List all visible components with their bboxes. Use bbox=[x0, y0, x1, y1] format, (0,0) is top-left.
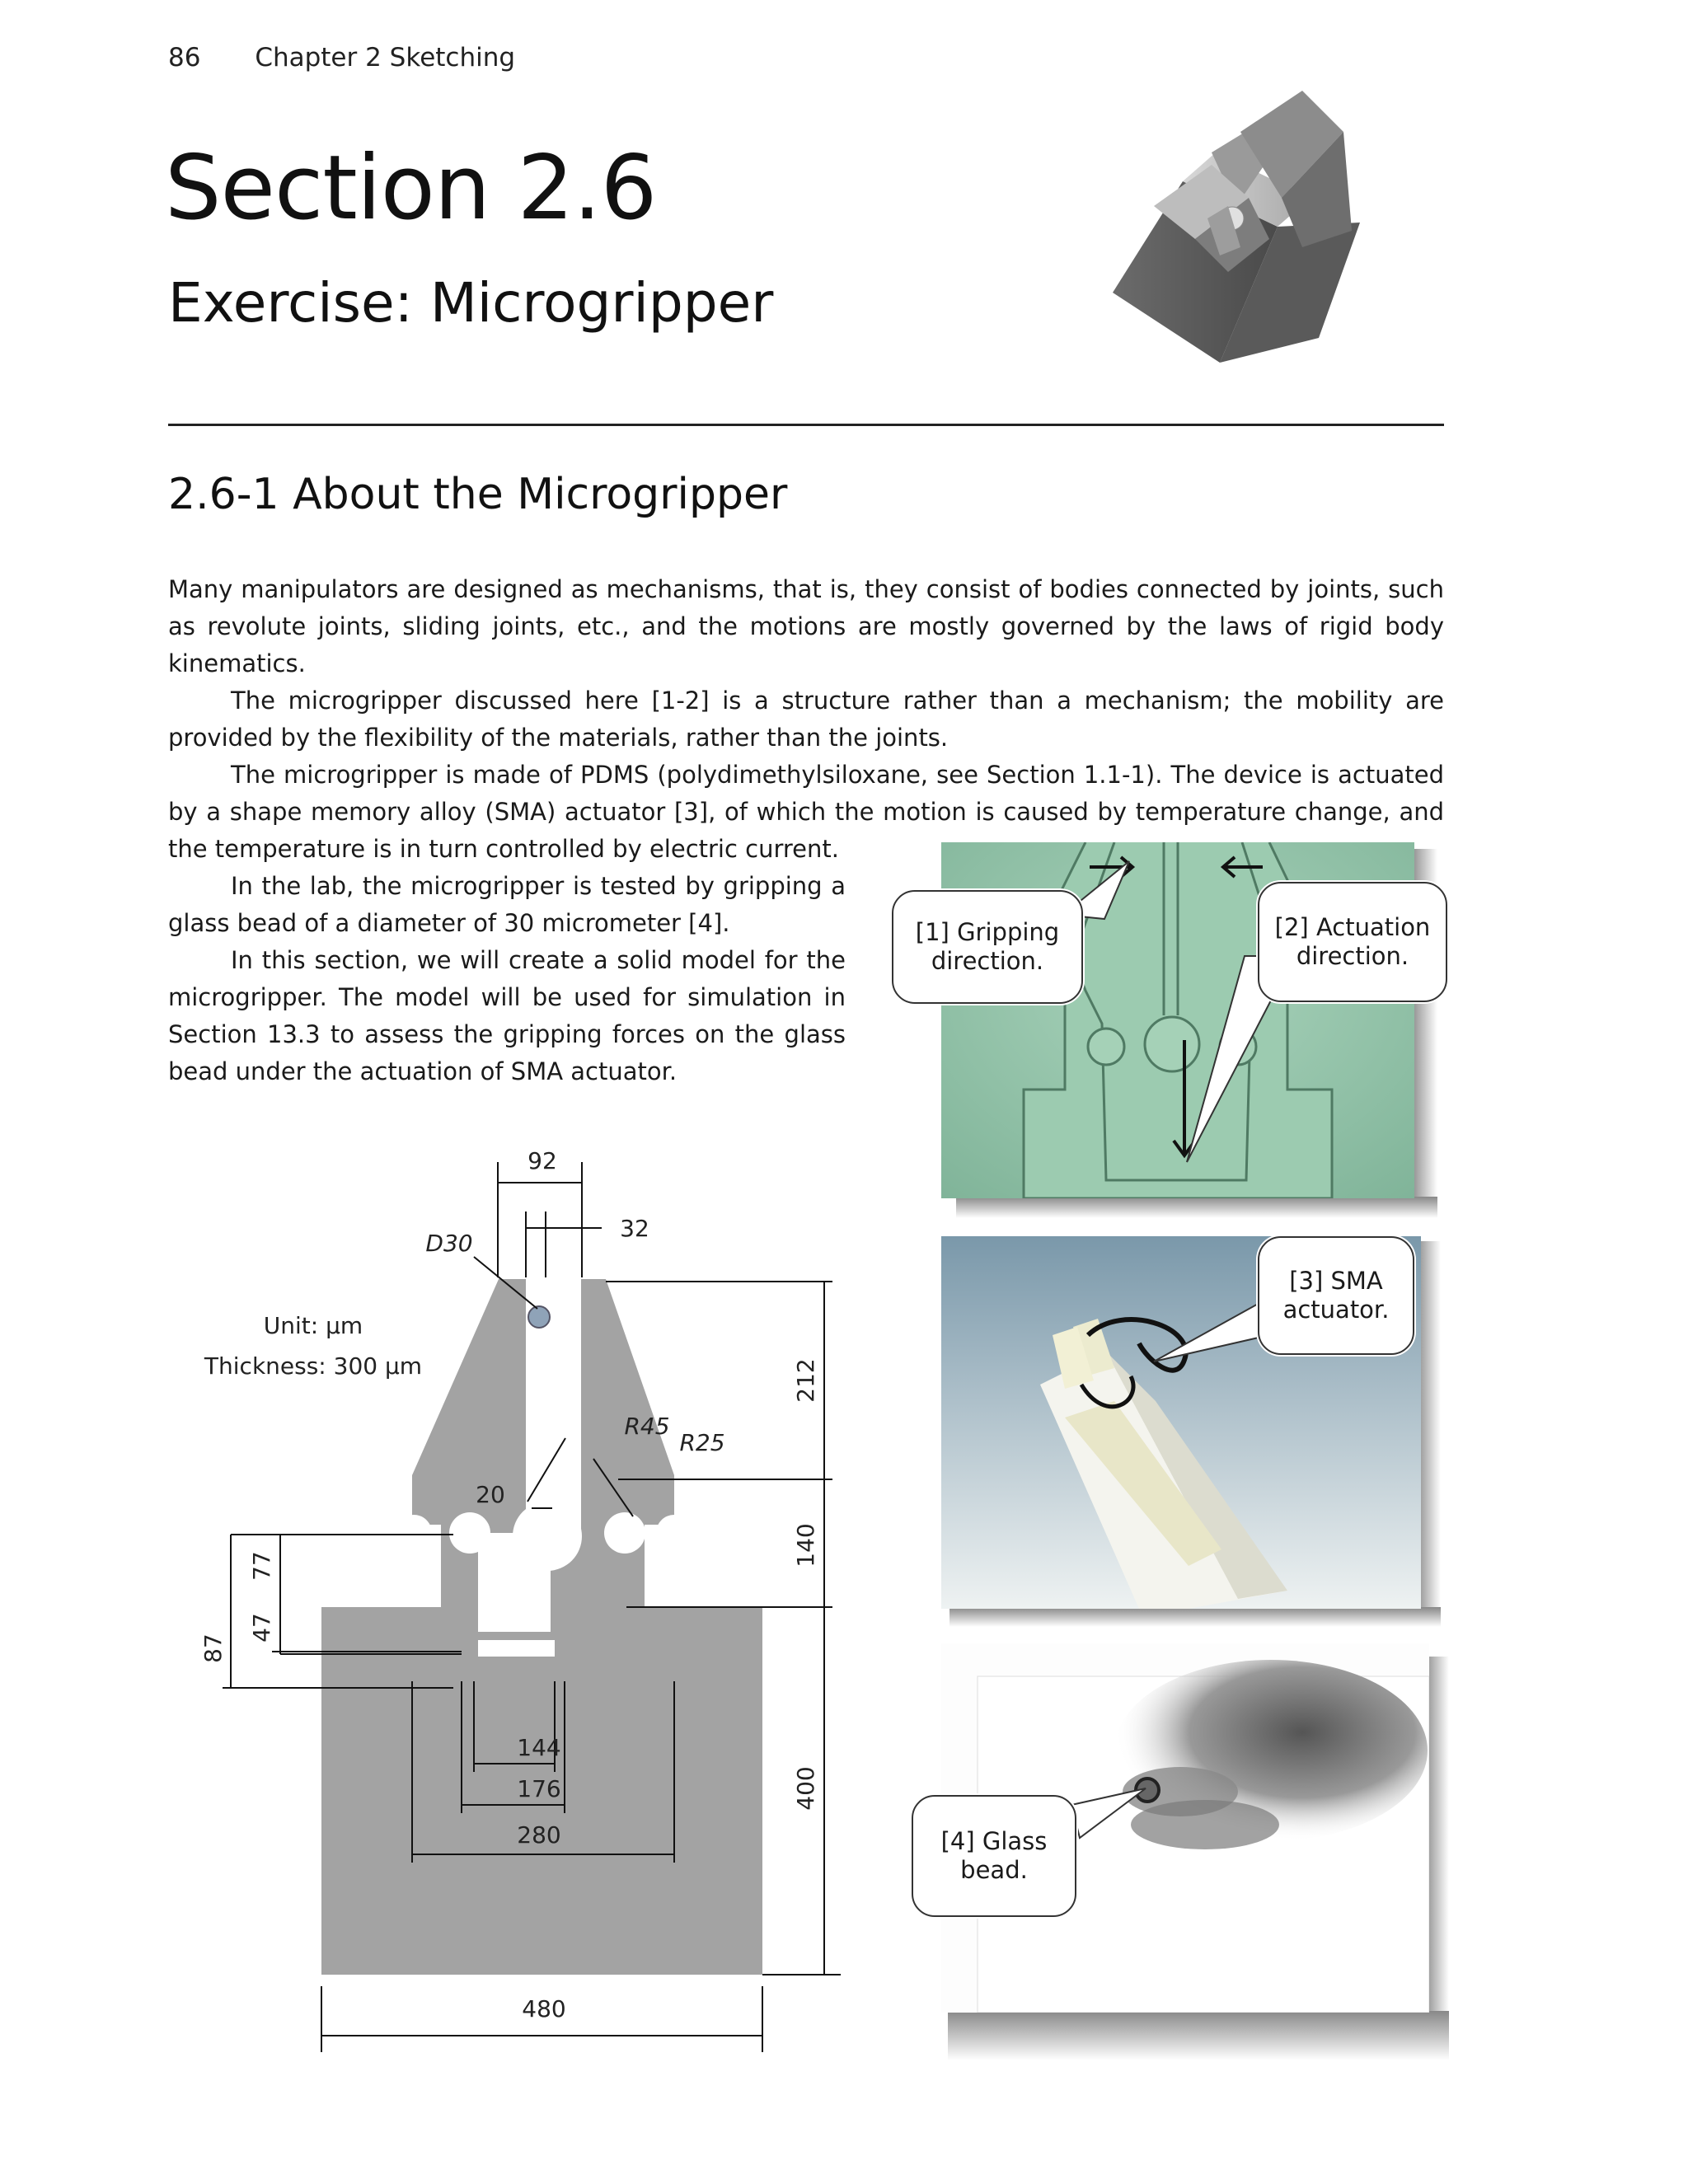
dim-176: 176 bbox=[517, 1775, 561, 1802]
section-title: Section 2.6 bbox=[165, 137, 657, 240]
running-header bbox=[168, 43, 515, 73]
dim-32: 32 bbox=[620, 1215, 649, 1242]
dim-280: 280 bbox=[517, 1821, 561, 1849]
callout-gripping-direction: [1] Gripping direction. bbox=[892, 890, 1083, 1004]
dim-92: 92 bbox=[528, 1147, 557, 1174]
callout-glass-bead: [4] Glass bead. bbox=[912, 1795, 1076, 1917]
dim-87: 87 bbox=[199, 1633, 227, 1663]
dim-480: 480 bbox=[522, 1995, 566, 2022]
chapter-title: Chapter 2 Sketching bbox=[255, 43, 516, 73]
photo-shadow bbox=[948, 2011, 1449, 2060]
callout-actuation-direction: [2] Actuation direction. bbox=[1258, 882, 1447, 1002]
dim-144: 144 bbox=[517, 1734, 561, 1761]
photo-shadow bbox=[950, 1607, 1441, 1627]
section-divider bbox=[168, 424, 1444, 426]
section-subtitle: Exercise: Microgripper bbox=[168, 271, 774, 335]
dim-d30: D30 bbox=[425, 1230, 473, 1257]
dim-20: 20 bbox=[476, 1481, 505, 1508]
callout-sma-actuator: [3] SMA actuator. bbox=[1258, 1236, 1414, 1355]
paragraph: The microgripper discussed here [1-2] is a structure rather than a mechanism; the mobility are provided by the flexibility of the materials, rather than the joints. bbox=[168, 687, 1444, 752]
body-text-top bbox=[168, 571, 1444, 868]
unit-label: Unit: μm bbox=[263, 1312, 363, 1339]
paragraph: Many manipulators are designed as mechanisms, that is, they consist of bodies connected by joints, such as revolute joints, sliding joints, etc., and the motions are mostly governed by the laws of rigid body kinematics. bbox=[168, 575, 1444, 677]
page-number: 86 bbox=[168, 43, 201, 73]
photo-shadow bbox=[1419, 1241, 1441, 1620]
thickness-label: Thickness: 300 μm bbox=[204, 1352, 423, 1380]
dim-212: 212 bbox=[792, 1358, 819, 1403]
subsection-title: 2.6-1 About the Microgripper bbox=[168, 470, 788, 519]
paragraph: In this section, we will create a solid model for the microgripper. The model will be used for simulation in Section 13.3 to assess the gripping forces on the glass bead under the actuation of SMA actuator. bbox=[168, 946, 846, 1085]
paragraph: The microgripper is made of PDMS (polydimethylsiloxane, see Section 1.1-1). The device is actuated by a shape memory alloy (SMA) actuator [3], of which the motion is caused by temperature change, and the temperature is in turn controlled by electric current. bbox=[168, 761, 1444, 863]
callout-pointer bbox=[1063, 1780, 1154, 1846]
photo-shadow bbox=[1428, 1657, 1449, 2019]
dim-r45: R45 bbox=[624, 1413, 670, 1440]
dimensioned-drawing bbox=[190, 1146, 874, 2069]
dim-47: 47 bbox=[248, 1613, 275, 1643]
photo-shadow bbox=[956, 1197, 1437, 1218]
microgripper-3d-render bbox=[1104, 82, 1368, 396]
dim-400: 400 bbox=[792, 1766, 819, 1811]
paragraph: In the lab, the microgripper is tested by gripping a glass bead of a diameter of 30 micrometer [4]. bbox=[168, 872, 846, 937]
dim-r25: R25 bbox=[679, 1429, 725, 1456]
dim-77: 77 bbox=[248, 1551, 275, 1581]
dim-140: 140 bbox=[792, 1523, 819, 1568]
body-text-column bbox=[168, 868, 846, 1090]
